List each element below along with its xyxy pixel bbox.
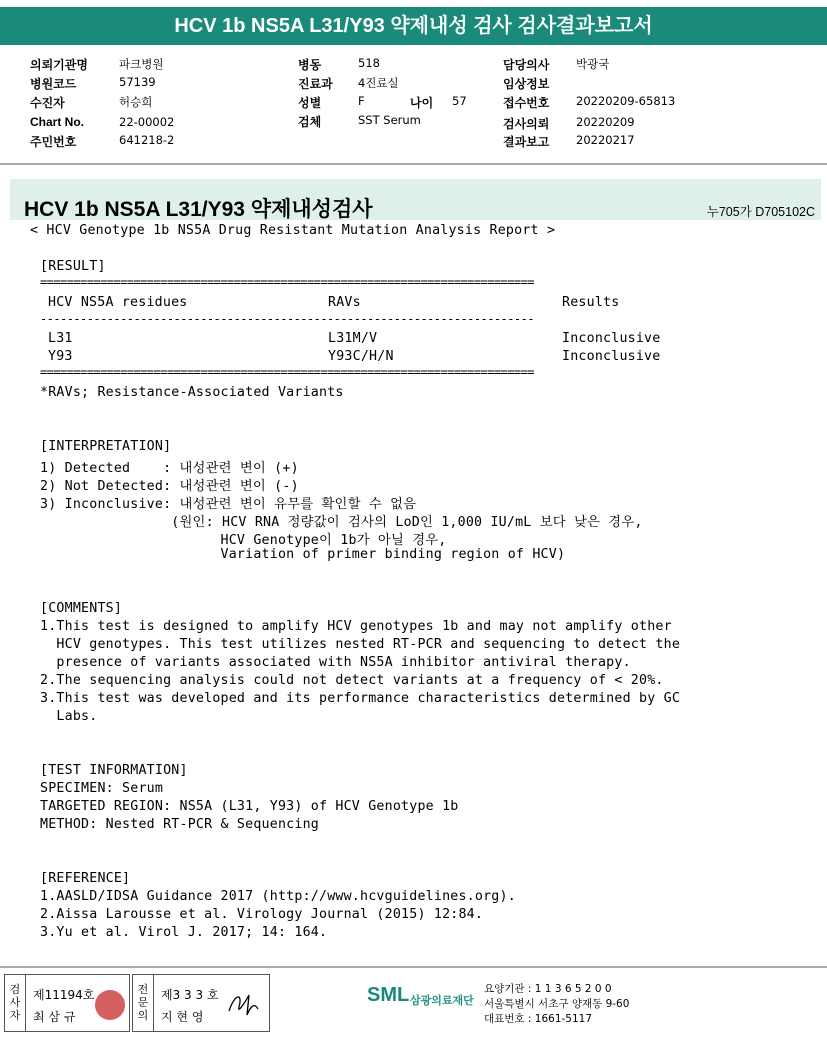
interpretation-line: 1) Detected : 내성관련 변이 (+) [40, 461, 299, 476]
org-name: 삼광의료재단 [410, 994, 474, 1007]
result-row-residue: Y93 [48, 349, 73, 364]
test-info-heading: [TEST INFORMATION] [40, 763, 188, 778]
value-hospital-code: 57139 [119, 75, 156, 89]
footer [0, 966, 827, 1038]
label-hospital-code: 병원코드 [30, 77, 77, 91]
result-heading: [RESULT] [40, 259, 106, 274]
patient-header [0, 45, 827, 165]
org-phone: 대표번호 : 1661-5117 [484, 1013, 593, 1025]
comment-line: 3.This test was developed and its performance characteristics determined by GC [40, 691, 681, 706]
value-department: 4진료실 [358, 76, 399, 90]
comment-line: 1.This test is designed to amplify HCV genotypes 1b and may not amplify other [40, 619, 672, 634]
value-institution: 파크병원 [119, 57, 164, 71]
interpretation-line: HCV Genotype이 1b가 아닐 경우, [40, 533, 447, 548]
section-header [10, 179, 821, 220]
interpretation-line: (원인: HCV RNA 정량값이 검사의 LoD인 1,000 IU/mL 보다 낮은 경우, [40, 515, 643, 530]
label-report-date: 결과보고 [503, 135, 550, 149]
value-chart-no: 22-00002 [119, 115, 175, 129]
comment-line: presence of variants associated with NS5A inhibitor antiviral therapy. [40, 655, 631, 670]
label-request-date: 검사의뢰 [503, 117, 550, 131]
examiner-name: 최 삼 규 [33, 1010, 76, 1024]
comment-line: Labs. [40, 709, 98, 724]
specialist-vertical-label: 전문의 [137, 983, 149, 1022]
interpretation-line: 2) Not Detected: 내성관련 변이 (-) [40, 479, 299, 494]
value-doctor: 박광국 [576, 57, 610, 71]
interpretation-line: Variation of primer binding region of HCV) [40, 547, 566, 562]
section-code: 누705가 D705102C [706, 205, 815, 219]
specialist-license: 제3 3 3 호 [161, 988, 219, 1002]
section-subtitle: < HCV Genotype 1b NS5A Drug Resistant Mutation Analysis Report > [30, 223, 556, 238]
value-report-date: 20220217 [576, 133, 635, 147]
value-ward: 518 [358, 56, 380, 70]
test-info-line: TARGETED REGION: NS5A (L31, Y93) of HCV Genotype 1b [40, 799, 459, 814]
comment-line: HCV genotypes. This test utilizes nested RT-PCR and sequencing to detect the [40, 637, 681, 652]
result-footnote: *RAVs; Resistance-Associated Variants [40, 385, 344, 400]
label-clinical-info: 임상정보 [503, 77, 550, 91]
value-patient: 허승희 [119, 95, 153, 109]
signature-icon [225, 989, 261, 1019]
label-chart-no: Chart No. [30, 115, 84, 129]
label-specimen: 검체 [298, 115, 322, 129]
label-resident-no: 주민번호 [30, 135, 77, 149]
label-patient: 수진자 [30, 96, 65, 110]
result-row-result: Inconclusive [562, 349, 661, 364]
label-institution: 의뢰기관명 [30, 58, 88, 72]
value-age: 57 [452, 94, 467, 108]
value-sex: F [358, 94, 365, 108]
result-row-result: Inconclusive [562, 331, 661, 346]
comments-heading: [COMMENTS] [40, 601, 123, 616]
value-receipt-no: 20220209-65813 [576, 94, 676, 108]
label-doctor: 담당의사 [503, 58, 550, 72]
label-ward: 병동 [298, 58, 322, 72]
test-info-line: SPECIMEN: Serum [40, 781, 164, 796]
seal-stamp-icon [95, 990, 125, 1020]
examiner-vertical-label: 검사자 [9, 983, 21, 1022]
reference-line: 3.Yu et al. Virol J. 2017; 14: 164. [40, 925, 328, 940]
result-rule-bottom: ========================================================================== [40, 365, 534, 379]
label-age: 나이 [410, 96, 434, 110]
result-col-residues: HCV NS5A residues [48, 295, 188, 310]
value-resident-no: 641218-2 [119, 133, 175, 147]
result-col-results: Results [562, 295, 620, 310]
reference-line: 2.Aissa Larousse et al. Virology Journal (2015) 12:84. [40, 907, 484, 922]
reference-line: 1.AASLD/IDSA Guidance 2017 (http://www.hcvguidelines.org). [40, 889, 516, 904]
result-rule-mid: -------------------------------------------------------------------------- [40, 312, 534, 326]
examiner-license: 제11194호 [33, 988, 95, 1002]
specialist-box [132, 974, 270, 1032]
result-row-rav: Y93C/H/N [328, 349, 394, 364]
result-row-residue: L31 [48, 331, 73, 346]
specialist-name: 지 현 영 [161, 1010, 204, 1024]
interpretation-heading: [INTERPRETATION] [40, 439, 172, 454]
result-row-rav: L31M/V [328, 331, 378, 346]
reference-heading: [REFERENCE] [40, 871, 131, 886]
value-request-date: 20220209 [576, 115, 635, 129]
section-title: HCV 1b NS5A L31/Y93 약제내성검사 [24, 198, 373, 221]
label-receipt-no: 접수번호 [503, 96, 550, 110]
org-code: 요양기관 : 1 1 3 6 5 2 0 0 [484, 983, 612, 995]
result-rule-top: ========================================================================== [40, 275, 534, 289]
test-info-line: METHOD: Nested RT-PCR & Sequencing [40, 817, 319, 832]
examiner-box [4, 974, 130, 1032]
result-col-ravs: RAVs [328, 295, 361, 310]
report-title: HCV 1b NS5A L31/Y93 약제내성 검사 검사결과보고서 [0, 7, 827, 45]
sml-logo: SML [367, 984, 410, 1006]
comment-line: 2.The sequencing analysis could not detect variants at a frequency of < 20%. [40, 673, 664, 688]
interpretation-line: 3) Inconclusive: 내성관련 변이 유무를 확인할 수 없음 [40, 497, 417, 512]
label-sex: 성별 [298, 96, 322, 110]
org-address: 서울특별시 서초구 양재동 9-60 [484, 998, 630, 1010]
value-specimen: SST Serum [358, 113, 421, 127]
label-department: 진료과 [298, 77, 333, 91]
